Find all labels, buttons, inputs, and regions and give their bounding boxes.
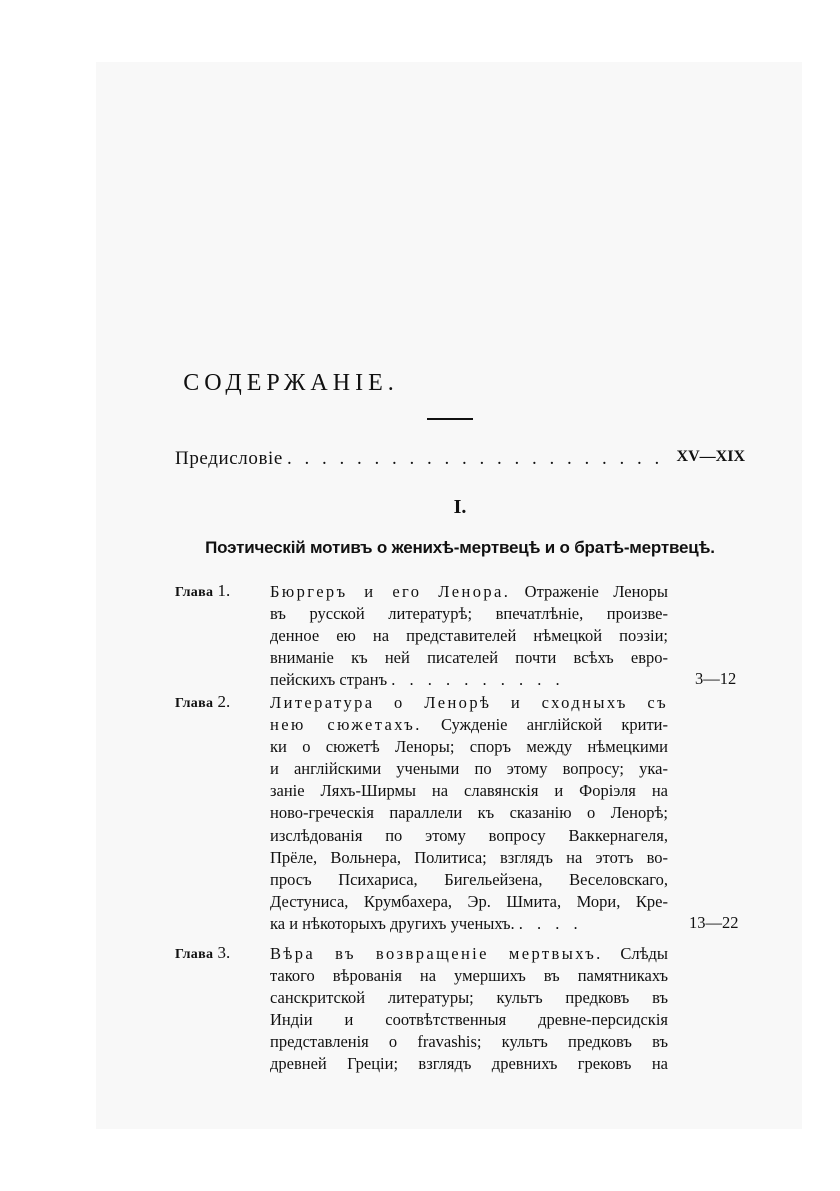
chapter-num: 1. — [217, 581, 231, 600]
chapter-title: Литература о Ленорѣ и сходныхъ съ — [270, 693, 668, 712]
part-number: I. — [453, 496, 467, 518]
chapter-title: Бюргеръ и его Ленора. — [270, 582, 511, 601]
chapter-line: изслѣдованія по этому вопросу Ваккернагеля, — [270, 825, 668, 845]
preface-label: Предисловіе — [175, 448, 283, 469]
chapter-label: Глава — [175, 585, 214, 600]
chapter-num: 2. — [217, 692, 231, 711]
chapter-description — [270, 692, 668, 935]
chapter-description — [270, 943, 668, 1076]
chapter-line — [270, 669, 668, 691]
leader-dots: . . . . — [518, 913, 583, 933]
chapter-line: и англійскими учеными по этому вопросу; ука- — [270, 759, 668, 779]
chapter-line: денное ею на представителей нѣмецкой поэзіи; — [270, 626, 668, 646]
chapter-text: ка и нѣкоторыхъ другихъ ученыхъ. — [270, 913, 515, 933]
toc-entry-preface[interactable] — [175, 448, 745, 470]
chapter-line: ново-греческія параллели къ сказанію о Ленорѣ; — [270, 803, 668, 823]
chapter-line: Прёле, Вольнера, Политиса; взглядъ на этотъ во- — [270, 847, 668, 867]
chapter-title: Вѣра въ возвращеніе мертвыхъ. — [270, 944, 603, 963]
chapter-title: нею сюжетахъ. — [270, 715, 422, 735]
chapter-line: заніе Ляхъ-Ширмы на славянскія и Форіэля на — [270, 781, 668, 801]
leader-dots — [287, 448, 673, 470]
chapter-number — [175, 581, 230, 601]
chapter-line: представленія о fravashis; культъ предковъ въ — [270, 1032, 668, 1052]
chapter-line: ки о сюжетѣ Леноры; споръ между нѣмецкими — [270, 737, 668, 757]
page-title: СОДЕРЖАНІЕ. — [183, 370, 399, 396]
chapter-line — [270, 581, 668, 603]
leader-dots: . . . . . . . . . . — [391, 670, 565, 690]
chapter-pages: 13—22 — [689, 913, 739, 932]
chapter-line — [270, 692, 668, 714]
chapter-line: санскритской литературы; культъ предковъ въ — [270, 988, 668, 1008]
chapter-label: Глава — [175, 947, 214, 962]
preface-pages: XV—XIX — [676, 448, 745, 465]
chapter-line: древней Греціи; взглядъ древнихъ грековъ на — [270, 1054, 668, 1074]
section-title: Поэтическій мотивъ о женихѣ-мертвецѣ и о братѣ-мертвецѣ. — [205, 538, 715, 557]
chapter-line: вниманіе къ ней писателей почти всѣхъ евро- — [270, 648, 668, 668]
chapter-line: Индіи и соотвѣтственныя древне-персидскія — [270, 1010, 668, 1030]
chapter-line — [270, 913, 668, 935]
chapter-text: Отраженіе Леноры — [524, 582, 669, 601]
chapter-number — [175, 943, 230, 963]
chapter-num: 3. — [217, 943, 231, 962]
chapter-text: Сужденіе англійской крити- — [441, 715, 668, 735]
chapter-text: Слѣды — [620, 944, 669, 963]
chapter-line — [270, 714, 668, 736]
chapter-line: въ русской литературѣ; впечатлѣніе, произве- — [270, 604, 668, 624]
chapter-text: пейскихъ странъ — [270, 670, 388, 690]
chapter-line: Дестуниса, Крумбахера, Эр. Шмита, Мори, Кре- — [270, 891, 668, 911]
chapter-line — [270, 943, 668, 965]
chapter-pages: 3—12 — [695, 669, 737, 688]
chapter-number — [175, 692, 230, 712]
title-rule — [427, 418, 473, 420]
chapter-line: просъ Психариса, Бигельейзена, Веселовскаго, — [270, 869, 668, 889]
chapter-line: такого вѣрованія на умершихъ въ памятникахъ — [270, 966, 668, 986]
chapter-label: Глава — [175, 696, 214, 711]
chapter-description — [270, 581, 668, 691]
